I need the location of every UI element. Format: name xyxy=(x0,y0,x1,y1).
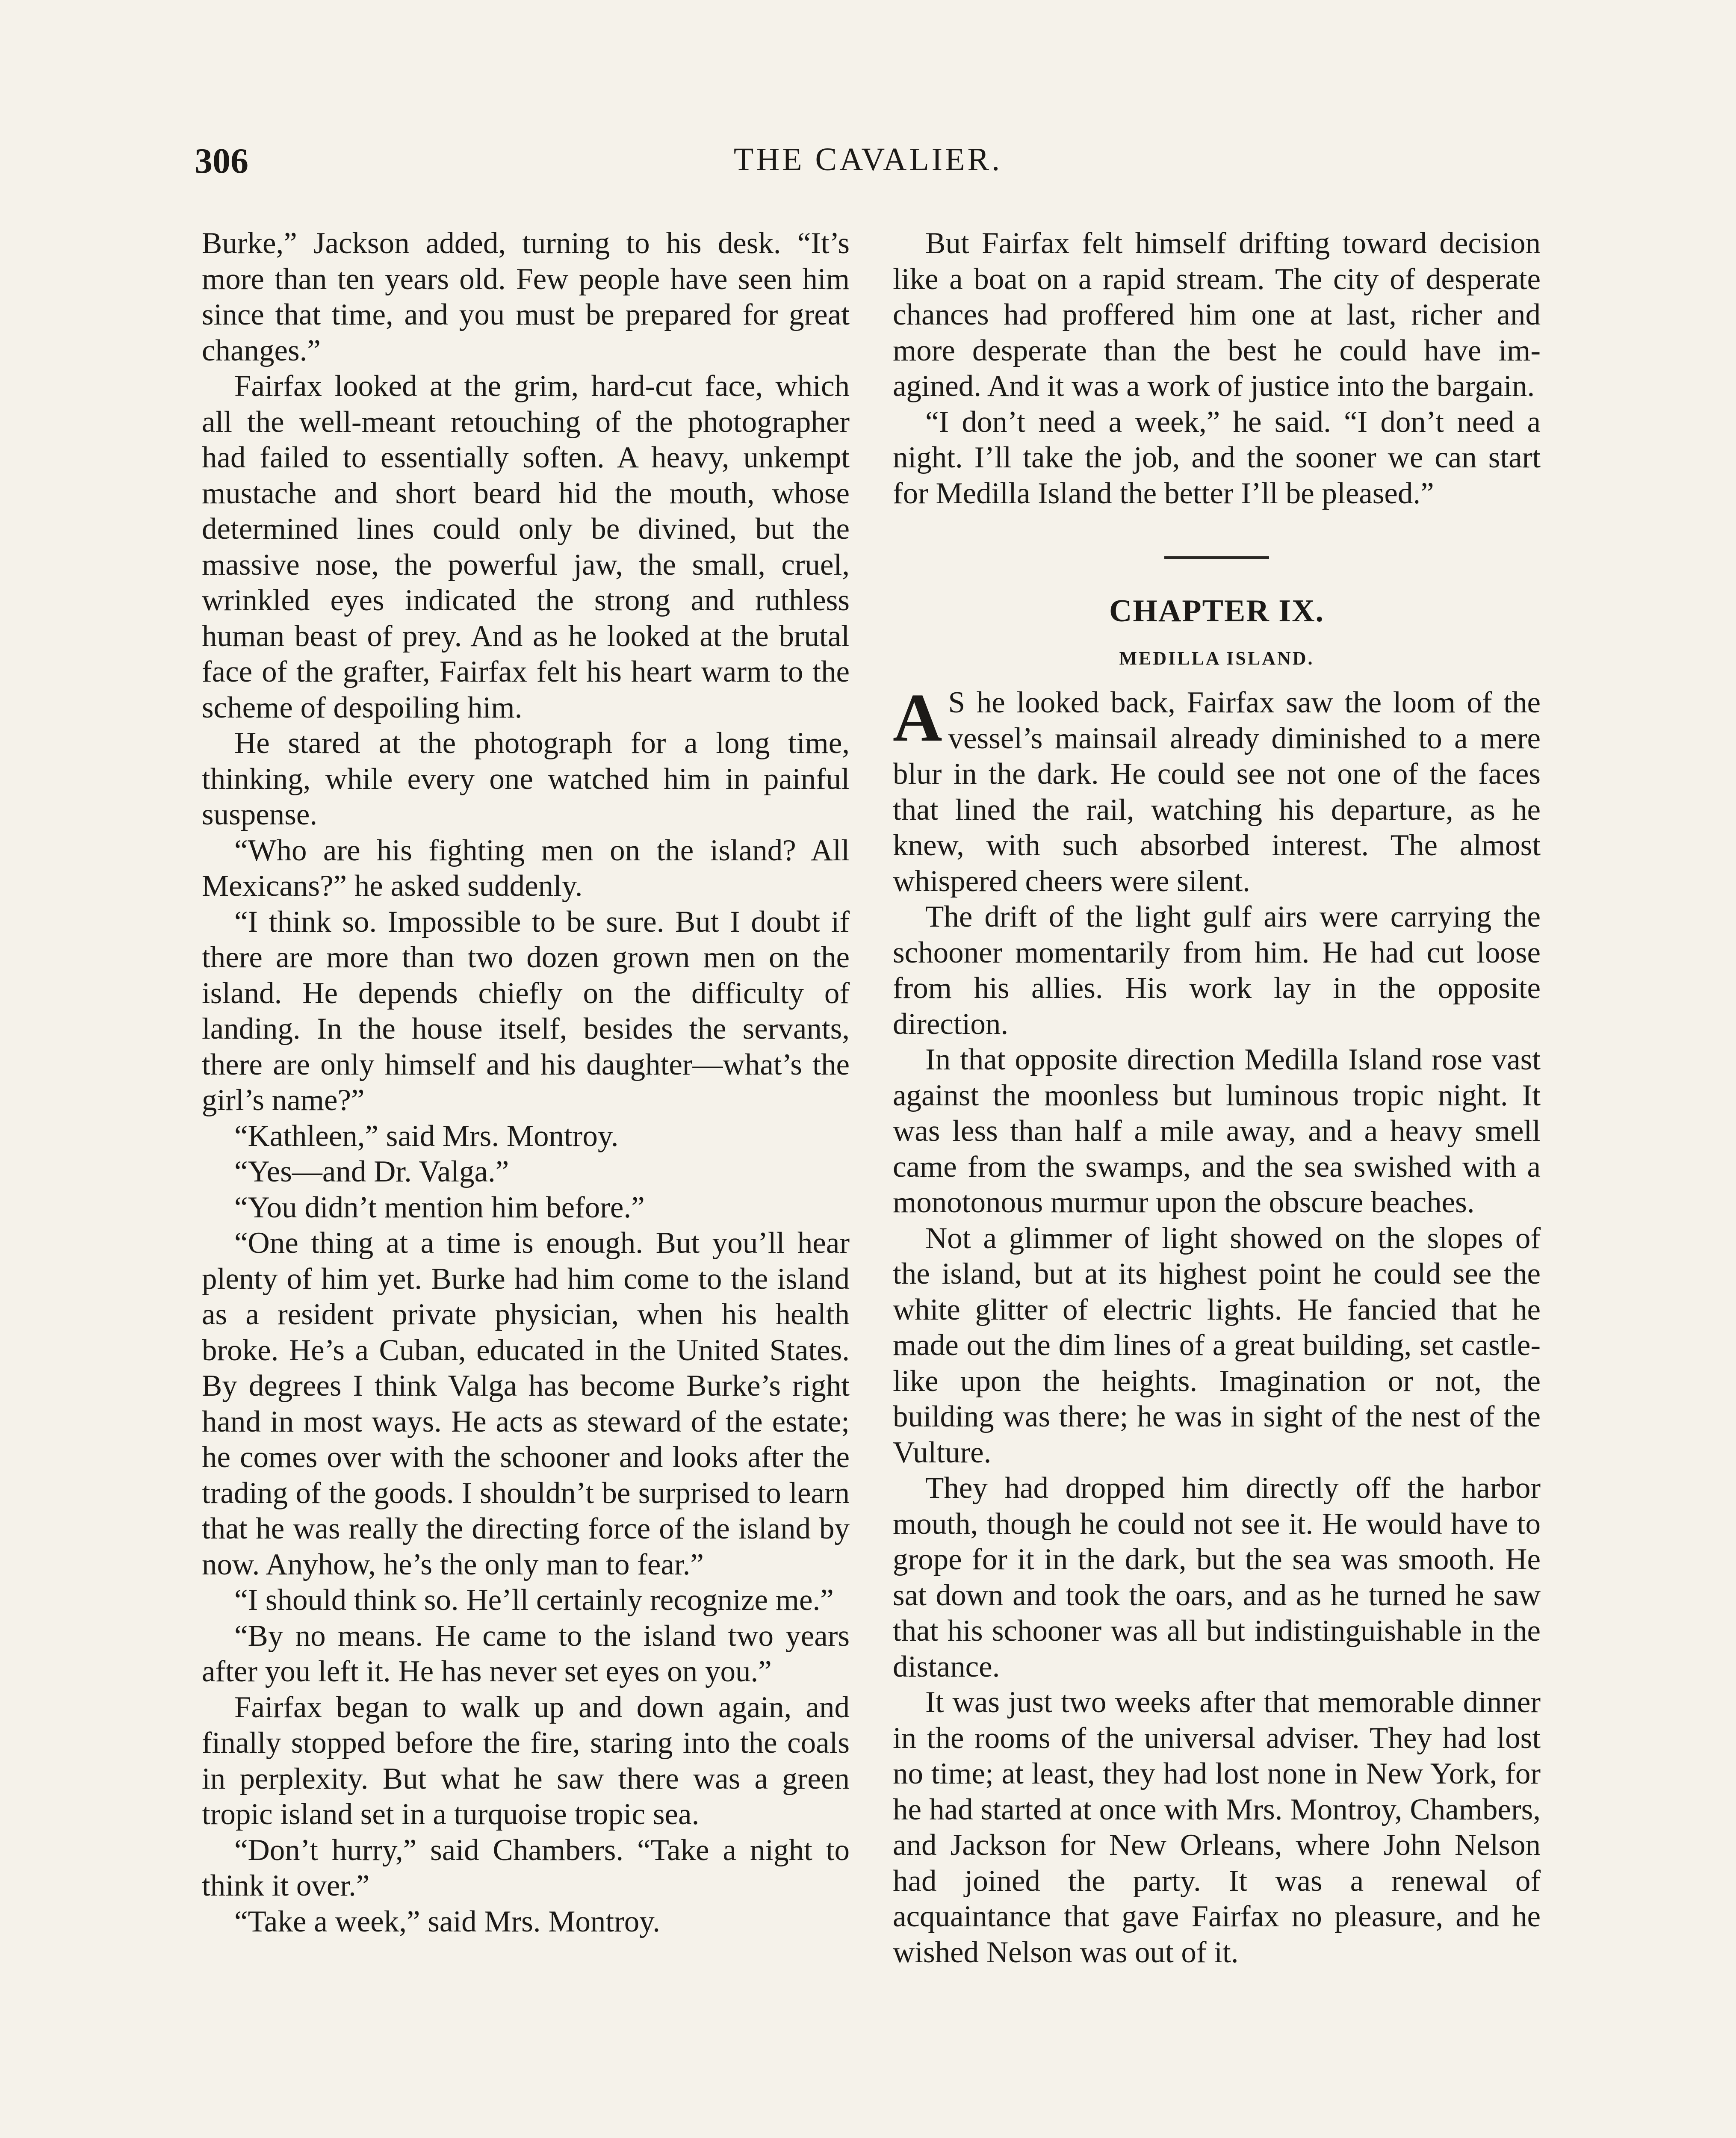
paragraph: “I should think so. He’ll certainly recognize me.” xyxy=(234,1583,834,1617)
paragraph: Burke,” Jackson added, turning to his desk. “It’s more than ten years old. Few people have seen him since that time, and you must be prepared for great changes.” xyxy=(202,227,850,367)
paragraph: “Don’t hurry,” said Chambers. “Take a night to think it over.” xyxy=(202,1833,850,1902)
running-title: THE CAVALIER. xyxy=(733,142,1003,177)
paragraph: “Yes—and Dr. Valga.” xyxy=(234,1155,509,1188)
paragraph: Fairfax looked at the grim, hard-cut face, which all the well-meant retouching of the photographer had failed to essentially soften. A heavy, unkempt mustache and short beard hid the mouth, whose determined lines could only be divined, but the massive nose, the powerful jaw, the small, cruel, wrinkled eyes indicated the strong and ruthless human beast of prey. And as he looked at the brutal face of the grafter, Fairfax felt his heart warm to the scheme of despoiling him. xyxy=(202,369,850,724)
paragraph: “Who are his fighting men on the island? All Mexicans?” he asked suddenly. xyxy=(202,833,850,903)
chapter-title: CHAPTER IX. xyxy=(1109,594,1325,629)
left-column xyxy=(202,226,850,1940)
page-number: 306 xyxy=(195,141,248,181)
paragraph: “You didn’t mention him before.” xyxy=(234,1190,645,1224)
paragraph: “I think so. Impossible to be sure. But I doubt if there are more than two dozen grown men on the island. He depends chiefly on the difficulty of landing. In the house itself, besides the servants, there are only himself and his daughter—what’s the girl’s name?” xyxy=(202,905,850,1117)
paragraph: “I don’t need a week,” he said. “I don’t need a night. I’ll take the job, and the sooner we can start for Medilla Island the better I’ll be pleased.” xyxy=(893,405,1541,510)
paragraph: “By no means. He came to the island two years after you left it. He has never set eyes on you.” xyxy=(202,1619,850,1688)
chapter-subtitle: MEDILLA ISLAND. xyxy=(1119,648,1314,669)
section-separator xyxy=(1164,556,1269,559)
paragraph: Not a glimmer of light showed on the slopes of the island, but at its highest point he could see the white glitter of electric lights. He fancied that he made out the dim lines of a great building, set castle-like upon the heights. Imagination or not, the building was there; he was in sight of the nest of the Vulture. xyxy=(893,1221,1541,1469)
paragraph: They had dropped him directly off the harbor mouth, though he could not see it. He would have to grope for it in the dark, but the sea was smooth. He sat down and took the oars, and as he turned he saw that his schooner was all but indistinguishable in the distance. xyxy=(893,1471,1541,1683)
paragraph: The drift of the light gulf airs were carrying the schooner momentarily from him. He had cut loose from his allies. His work lay in the opposite direction. xyxy=(893,900,1541,1041)
paragraph: “One thing at a time is enough. But you’ll hear plenty of him yet. Burke had him come to the island as a resident private physician, when his health broke. He’s a Cuban, educated in the United States. By degrees I think Valga has become Burke’s right hand in most ways. He acts as steward of the estate; he comes over with the schooner and looks after the trading of the goods. I shouldn’t be surprised to learn that he was really the directing force of the island by now. Anyhow, he’s the only man to fear.” xyxy=(202,1226,850,1581)
drop-cap: A xyxy=(893,679,942,756)
paragraph: In that opposite direction Medilla Island rose vast against the moonless but luminous tropic night. It was less than half a mile away, and a heavy smell came from the swamps, and the sea swished with a monotonous murmur upon the obscure beaches. xyxy=(893,1043,1541,1219)
paragraph: “Kathleen,” said Mrs. Montroy. xyxy=(234,1119,619,1153)
paragraph: Fairfax began to walk up and down again, and finally stopped before the fire, staring into the coals in perplexity. But what he saw there was a green tropic island set in a turquoise tropic sea. xyxy=(202,1690,850,1831)
paragraph: It was just two weeks after that memorable dinner in the rooms of the universal adviser. They had lost no time; at least, they had lost none in New York, for he had started at once with Mrs. Montroy, Chambers, and Jackson for New Orleans, where John Nelson had joined the party. It was a renewal of acquaintance that gave Fairfax no pleasure, and he wished Nelson was out of it. xyxy=(893,1686,1541,1969)
right-column xyxy=(893,226,1541,1970)
paragraph: But Fairfax felt himself drifting toward decision like a boat on a rapid stream. The city of desperate chances had proffered him one at last, richer and more desperate than the best he could have imagined. And it was a work of justice into the bargain. xyxy=(893,227,1541,403)
opening-text: S he looked back, Fairfax saw the loom of the vessel’s mainsail already diminished to a mere blur in the dark. He could see not one of the faces that lined the rail, watching his departure, as he knew, with such absorbed interest. The almost whispered cheers were silent. xyxy=(893,686,1541,898)
paragraph: “Take a week,” said Mrs. Montroy. xyxy=(234,1905,660,1938)
chapter-opening-paragraph xyxy=(893,679,1541,899)
paragraph: He stared at the photograph for a long time, thinking, while every one watched him in painful suspense. xyxy=(202,726,850,831)
